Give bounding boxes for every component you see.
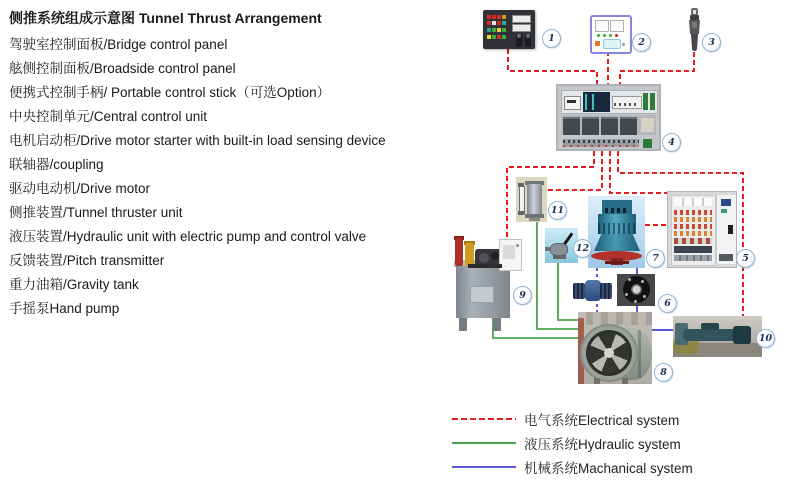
sight-glass xyxy=(519,186,525,214)
coupling-image xyxy=(617,274,655,306)
gravity-tank-image xyxy=(516,177,547,222)
panel-display xyxy=(512,15,531,23)
list-item: 重力油箱/Gravity tank xyxy=(9,277,139,292)
spare-coupling-image xyxy=(573,280,613,301)
meter xyxy=(564,96,581,110)
propeller-hub xyxy=(604,348,614,358)
list-item: 联轴器/coupling xyxy=(9,157,104,172)
legend-row-mechanical xyxy=(452,455,693,479)
badge-gravity-tank: 11 xyxy=(548,201,567,220)
legend xyxy=(452,407,693,479)
list-item: 舷侧控制面板/Broadside control panel xyxy=(9,61,236,76)
badge-broadside-panel: 2 xyxy=(632,33,651,52)
plc-module xyxy=(583,92,610,112)
badge-bridge-panel: 1 xyxy=(542,29,561,48)
list-item: 液压装置/Hydraulic unit with electric pump and control valve xyxy=(9,229,367,244)
door-handle xyxy=(728,225,733,234)
legend-label: 电气系统Electrical system xyxy=(524,413,680,428)
badge-hand-pump: 12 xyxy=(573,239,592,258)
list-item: 反馈装置/Pitch transmitter xyxy=(9,253,165,268)
list-item: 驱动电动机/Drive motor xyxy=(9,181,151,196)
joystick-lever xyxy=(525,34,531,47)
legend-label: 机械系统Machanical system xyxy=(524,461,693,476)
motor-starter-cabinet-image xyxy=(667,191,737,268)
legend-line-hydraulic xyxy=(452,442,516,444)
page-title: 侧推系统组成示意图 Tunnel Thrust Arrangement xyxy=(9,10,322,26)
badge-central-unit: 4 xyxy=(662,133,681,152)
tank-label xyxy=(470,286,494,303)
bridge-control-panel-image xyxy=(483,10,535,49)
portable-control-stick-image xyxy=(687,8,702,51)
circuit-card xyxy=(643,93,648,110)
oil-tank xyxy=(456,266,510,318)
badge-coupling: 6 xyxy=(658,294,677,313)
list-item: 侧推装置/Tunnel thruster unit xyxy=(9,205,183,220)
pitch-transmitter-image xyxy=(673,316,762,357)
terminal-strip xyxy=(563,139,639,147)
badge-hydraulic-unit: 9 xyxy=(513,286,532,305)
wire-electrical-stick-to-ccu xyxy=(620,52,694,85)
terminal-strip xyxy=(612,96,642,109)
drive-motor-image xyxy=(588,196,645,268)
thruster-ring xyxy=(580,324,638,382)
hydraulic-unit-image xyxy=(448,234,520,332)
legend-line-mechanical xyxy=(452,466,516,468)
filter-yellow xyxy=(465,243,474,266)
legend-row-electrical xyxy=(452,407,693,431)
list-item: 中央控制单元/Central control unit xyxy=(9,109,208,124)
filter-red xyxy=(455,238,463,266)
badge-drive-motor: 7 xyxy=(646,249,665,268)
tank-cylinder xyxy=(527,184,542,215)
list-item: 手摇泵Hand pump xyxy=(9,301,120,316)
circuit-card xyxy=(650,93,655,110)
panel-display xyxy=(595,20,609,32)
list-item: 驾驶室控制面板/Bridge control panel xyxy=(9,37,228,52)
panel-display xyxy=(512,24,531,32)
broadside-control-panel-image xyxy=(590,15,632,54)
legend-label: 液压系统Hydraulic system xyxy=(524,437,681,452)
list-item: 电机启动柜/Drive motor starter with built-in load sensing device xyxy=(9,133,386,148)
legend-row-hydraulic xyxy=(452,431,693,455)
central-control-unit-image xyxy=(556,84,661,151)
badge-motor-starter: 5 xyxy=(736,249,755,268)
legend-line-electrical xyxy=(452,418,516,420)
badge-thruster: 8 xyxy=(654,363,673,382)
list-item: 便携式控制手柄/ Portable control stick（可选Option） xyxy=(9,85,331,100)
wire-electrical-bridge-to-ccu xyxy=(508,49,597,85)
wire-electrical-ccu-to-gravity-tank xyxy=(546,151,602,190)
joystick-lever xyxy=(516,34,522,47)
panel-display xyxy=(610,20,624,32)
control-box xyxy=(499,239,522,271)
badge-pitch-transmitter: 10 xyxy=(756,329,775,348)
tunnel-thruster-image xyxy=(578,312,652,384)
circuit-card xyxy=(643,139,652,148)
badge-portable-stick: 3 xyxy=(702,33,721,52)
